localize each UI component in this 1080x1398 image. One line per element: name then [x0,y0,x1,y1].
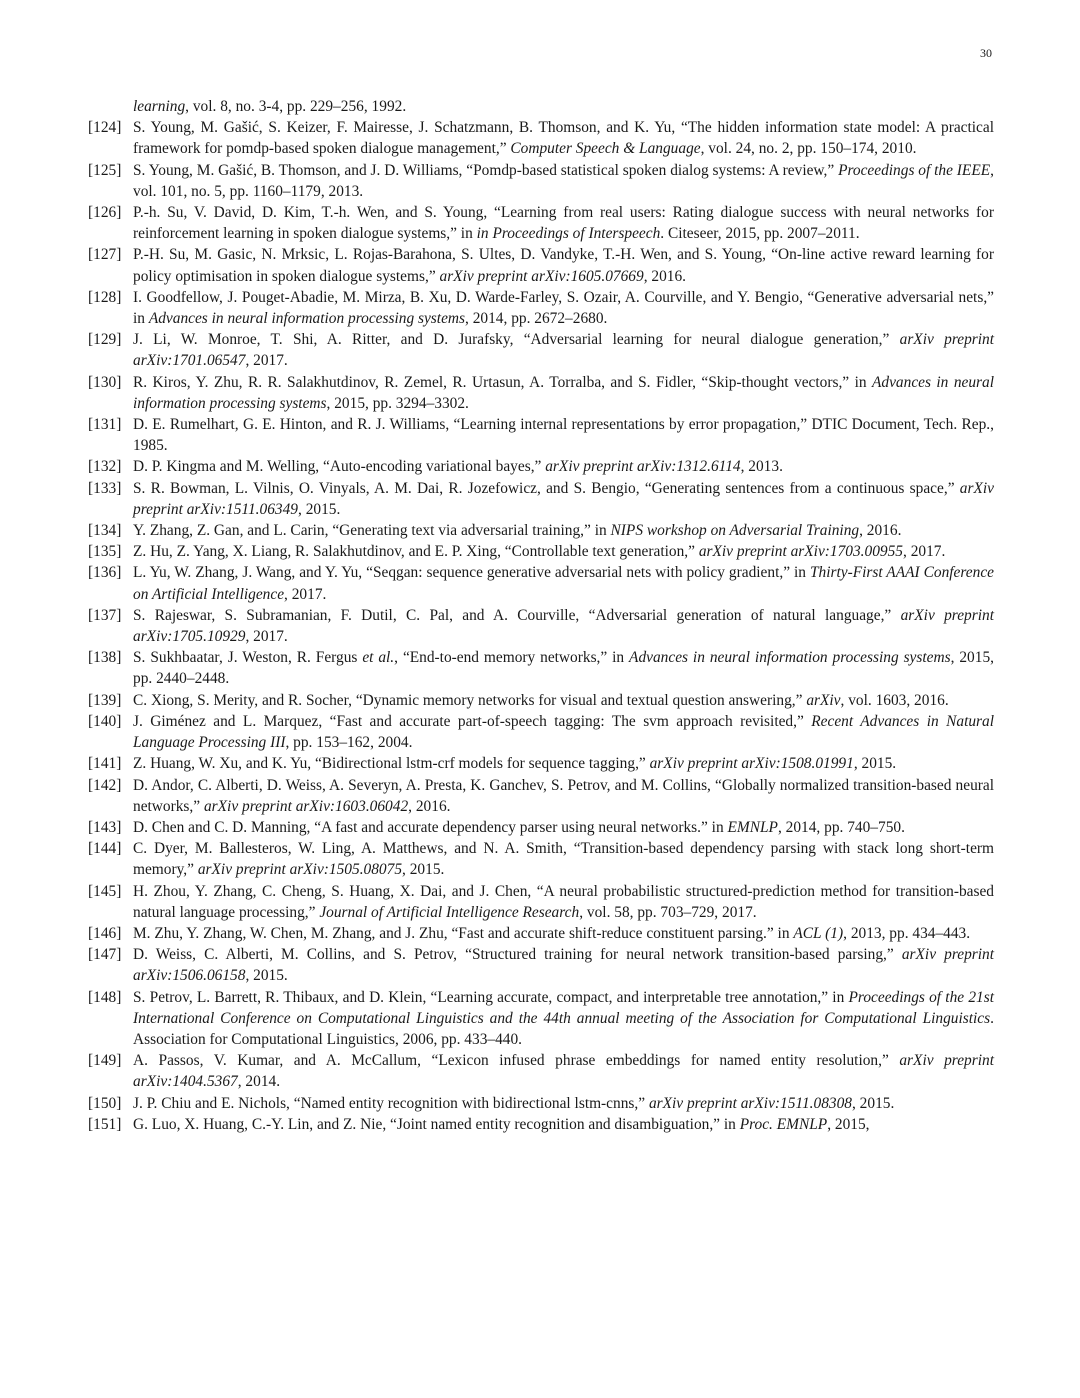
reference-entry [88,117,994,159]
reference-number: [144] [88,840,122,858]
reference-segment: S. Young, M. Gašić, S. Keizer, F. Mairesse, J. Schatzmann, B. Thomson, and K. Yu, “The hidden information state model: A practical framework for pomdp-based spoken dialogue management,” [133,119,994,158]
reference-segment: , 2015. [851,1094,895,1112]
reference-segment: Z. Huang, W. Xu, and K. Yu, “Bidirectional lstm-crf models for sequence tagging,” [133,755,650,773]
reference-segment: , 2015. [245,967,288,985]
reference-segment: , 2016. [408,797,451,815]
reference-text [133,944,994,986]
reference-segment: A. Passos, V. Kumar, and A. McCallum, “Lexicon infused phrase embeddings for named entity resolution,” [133,1052,900,1070]
reference-entry [88,1114,994,1135]
reference-segment: J. P. Chiu and E. Nichols, “Named entity recognition with bidirectional lstm-cnns,” [133,1094,649,1112]
reference-text [133,690,994,711]
reference-segment: , vol. 101, no. 5, pp. 1160–1179, 2013. [133,161,994,200]
reference-number: [130] [88,373,122,391]
reference-entry [88,775,994,817]
reference-venue: Proceedings of the IEEE [838,161,991,179]
reference-entry [88,160,994,202]
reference-entry [88,753,994,774]
reference-text [133,562,994,604]
reference-entry [88,456,994,477]
reference-segment: J. Giménez and L. Marquez, “Fast and accurate part-of-speech tagging: The svm approach revisited,” [133,712,812,730]
reference-entry [88,944,994,986]
reference-number: [149] [88,1052,122,1070]
reference-segment: C. Xiong, S. Merity, and R. Socher, “Dynamic memory networks for visual and textual question answering,” [133,691,807,709]
reference-text [133,414,994,456]
reference-number: [138] [88,649,122,667]
reference-entry [88,478,994,520]
reference-text [133,372,994,414]
reference-segment: S. Young, M. Gašić, B. Thomson, and J. D. Williams, “Pomdp-based statistical spoken dialog systems: A review,” [133,161,839,179]
reference-segment: , 2015. [853,755,897,773]
reference-venue: arXiv preprint arXiv:1506.06158 [133,946,995,985]
reference-segment: S. Petrov, L. Barrett, R. Thibaux, and D. Klein, “Learning accurate, compact, and interpretable tree annotation,” in [133,988,849,1006]
reference-venue: arXiv preprint arXiv:1404.5367 [133,1052,994,1091]
reference-venue: arXiv preprint arXiv:1605.07669 [439,267,644,285]
reference-segment: . Association for Computational Linguistics, 2006, pp. 433–440. [133,1009,994,1048]
reference-entry [88,520,994,541]
reference-text [133,987,994,1051]
reference-number: [141] [88,755,122,773]
reference-segment: D. P. Kingma and M. Welling, “Auto-encoding variational bayes,” [133,458,546,476]
reference-venue: learning [133,98,186,115]
reference-number: [136] [88,564,122,582]
reference-number: [137] [88,606,122,624]
reference-number: [143] [88,818,122,836]
reference-segment: C. Dyer, M. Ballesteros, W. Ling, A. Matthews, and N. A. Smith, “Transition-based dependency parsing with stack long short-term memory,” [133,840,994,879]
reference-number: [142] [88,776,122,794]
reference-venue: arXiv preprint arXiv:1511.08308 [648,1094,852,1112]
reference-text [133,1050,994,1092]
reference-segment: S. Rajeswar, S. Subramanian, F. Dutil, C. Pal, and A. Courville, “Adversarial generation of natural language,” [133,606,901,624]
reference-venue: NIPS workshop on Adversarial Training [610,522,860,540]
reference-number: [139] [88,691,122,709]
reference-entry [88,562,994,604]
reference-segment: Z. Hu, Z. Yang, X. Liang, R. Salakhutdinov, and E. P. Xing, “Controllable text generation,” [133,543,699,561]
reference-segment: , 2017. [245,628,288,646]
reference-entry [88,1093,994,1114]
reference-entry [88,372,994,414]
reference-segment: , 2014, pp. 2672–2680. [465,310,608,328]
reference-venue: arXiv preprint arXiv:1603.06042 [203,797,409,815]
reference-segment: J. Li, W. Monroe, T. Shi, A. Ritter, and D. Jurafsky, “Adversarial learning for neural dialogue generation,” [133,331,900,349]
reference-segment: , 2015, [827,1115,870,1133]
reference-segment: S. Sukhbaatar, J. Weston, R. Fergus [133,649,363,667]
reference-segment: , 2017. [903,543,946,561]
reference-entry [88,647,994,689]
reference-entry [88,287,994,329]
reference-text [133,541,994,562]
reference-text [133,838,994,880]
reference-entry [88,329,994,371]
reference-segment: , 2015. [402,861,445,879]
reference-entry [88,202,994,244]
reference-venue: arXiv preprint arXiv:1705.10929 [133,606,994,646]
reference-segment: , 2013. [740,458,783,476]
reference-entry [88,817,994,838]
reference-entry [88,96,994,117]
reference-segment: D. Chen and C. D. Manning, “A fast and accurate dependency parser using neural networks.” in [133,818,728,836]
reference-segment: , vol. 58, pp. 703–729, 2017. [579,903,757,921]
reference-venue: Proc. EMNLP [739,1115,828,1133]
reference-entry [88,605,994,647]
reference-text [133,244,994,286]
reference-entry [88,987,994,1051]
reference-entry [88,711,994,753]
reference-text [133,775,994,817]
reference-entry [88,244,994,286]
reference-segment: , 2013, pp. 434–443. [843,924,971,942]
reference-segment: , 2017. [245,352,288,370]
reference-venue: arXiv preprint arXiv:1511.06349 [133,479,994,518]
reference-entry [88,1050,994,1092]
reference-number: [140] [88,712,122,730]
reference-segment: R. Kiros, Y. Zhu, R. R. Salakhutdinov, R. Zemel, R. Urtasun, A. Torralba, and S. Fidler, “Skip-thought vectors,” in [133,373,872,391]
reference-venue: Advances in neural information processing systems [133,373,994,412]
reference-number: [129] [88,331,122,349]
reference-number: [145] [88,882,122,900]
reference-venue: Journal of Artificial Intelligence Research [319,903,580,921]
reference-venue: Computer Speech & Language [510,140,701,158]
reference-segment: D. Weiss, C. Alberti, M. Collins, and S. Petrov, “Structured training for neural network transition-based parsing,” [133,946,902,964]
reference-segment: L. Yu, W. Zhang, J. Wang, and Y. Yu, “Seqgan: sequence generative adversarial nets with policy gradient,” in [133,564,810,582]
reference-segment: , 2016. [859,522,902,540]
reference-entry [88,881,994,923]
reference-segment: P.-H. Su, M. Gasic, N. Mrksic, L. Rojas-Barahona, S. Ultes, D. Vandyke, T.-H. Wen, and S. Young, “On-line active reward learning for policy optimisation in spoken dialogue systems,” [133,246,994,285]
reference-segment: D. Andor, C. Alberti, D. Weiss, A. Severyn, A. Presta, K. Ganchev, S. Petrov, and M. Collins, “Globally normalized transition-based neural networks,” [133,776,994,815]
reference-number: [150] [88,1094,122,1112]
reference-text [133,287,994,329]
reference-list [88,96,994,1135]
reference-venue: Thirty-First AAAI Conference on Artificial Intelligence [133,564,994,603]
reference-number: [126] [88,204,122,222]
reference-text [133,605,994,647]
reference-text [133,881,994,923]
reference-segment: Y. Zhang, Z. Gan, and L. Carin, “Generating text via adversarial training,” in [133,522,611,540]
reference-venue: arXiv preprint arXiv:1703.00955 [698,543,904,561]
reference-venue: Proceedings of the 21st International Conference on Computational Linguistics and the 44th annual meeting of the Association for Computational Linguistics [133,988,994,1027]
reference-entry [88,414,994,456]
reference-venue: arXiv preprint arXiv:1508.01991 [649,755,854,773]
reference-number: [151] [88,1115,122,1133]
reference-number: [147] [88,946,122,964]
reference-venue: ACL (1) [793,924,844,942]
reference-number: [132] [88,458,122,476]
reference-number: [148] [88,988,122,1006]
reference-segment: , 2014, pp. 740–750. [777,818,905,836]
reference-venue: Advances in neural information processing systems [148,310,466,328]
reference-venue: arXiv [806,691,841,709]
reference-segment: P.-h. Su, V. David, D. Kim, T.-h. Wen, and S. Young, “Learning from real users: Rating dialogue success with neural networks for reinforcement learning in spoken dialogue systems,” in [133,204,994,243]
reference-text [133,456,994,477]
page-number: 30 [980,46,992,60]
reference-segment: , pp. 153–162, 2004. [285,734,413,752]
reference-text [133,520,994,541]
reference-text [133,1114,994,1135]
reference-segment: , 2015, pp. 2440–2448. [133,649,994,688]
reference-text [133,817,994,838]
reference-segment: , vol. 1603, 2016. [840,691,949,709]
reference-number: [133] [88,479,122,497]
reference-number: [134] [88,522,122,540]
reference-segment: H. Zhou, Y. Zhang, C. Cheng, S. Huang, X. Dai, and J. Chen, “A neural probabilistic structured-prediction method for transition-based natural language processing,” [133,882,994,921]
reference-text [133,202,994,244]
reference-number: [127] [88,246,122,264]
reference-segment: I. Goodfellow, J. Pouget-Abadie, M. Mirza, B. Xu, D. Warde-Farley, S. Ozair, A. Courville, and Y. Bengio, “Generative adversarial nets,” in [133,288,994,328]
reference-segment: , 2015, pp. 3294–3302. [326,394,469,412]
reference-venue: arXiv preprint arXiv:1312.6114 [545,458,741,476]
reference-entry [88,690,994,711]
reference-text [133,923,994,944]
reference-venue: in Proceedings of Interspeech [476,225,661,243]
reference-segment: , 2017. [284,585,327,603]
reference-segment: S. R. Bowman, L. Vilnis, O. Vinyals, A. M. Dai, R. Jozefowicz, and S. Bengio, “Generating sentences from a continuous space,” [133,479,960,497]
reference-segment: . Citeseer, 2015, pp. 2007–2011. [660,225,860,243]
reference-number: [128] [88,288,122,306]
reference-segment: G. Luo, X. Huang, C.-Y. Lin, and Z. Nie, “Joint named entity recognition and disambiguation,” in [133,1115,740,1133]
reference-entry [88,838,994,880]
reference-text [133,478,994,520]
reference-venue: Recent Advances in Natural Language Processing III [133,712,994,752]
reference-text [133,160,994,202]
reference-text [133,329,994,371]
reference-venue: arXiv preprint arXiv:1505.08075 [197,861,403,879]
reference-text [133,1093,994,1114]
reference-text [133,117,994,159]
reference-text [133,96,994,117]
reference-segment: , vol. 8, no. 3-4, pp. 229–256, 1992. [185,98,407,115]
reference-number: [131] [88,416,122,434]
reference-segment: , “End-to-end memory networks,” in [394,649,630,667]
reference-segment: D. E. Rumelhart, G. E. Hinton, and R. J. Williams, “Learning internal representations by error propagation,” DTIC Document, Tech. Rep., 1985. [133,416,994,455]
reference-text [133,647,994,689]
reference-text [133,753,994,774]
reference-number: [146] [88,924,122,942]
reference-segment: , 2016. [643,267,687,285]
reference-segment: , 2015. [298,500,341,518]
reference-venue: EMNLP [727,818,778,836]
reference-number: [124] [88,119,122,137]
reference-venue: et al. [362,649,395,667]
reference-segment: , 2014. [237,1073,281,1091]
reference-text [133,711,994,753]
reference-entry [88,541,994,562]
reference-number: [125] [88,161,122,179]
reference-segment: M. Zhu, Y. Zhang, W. Chen, M. Zhang, and J. Zhu, “Fast and accurate shift-reduce constituent parsing.” in [133,924,794,942]
reference-entry [88,923,994,944]
reference-number [88,96,133,117]
reference-venue: arXiv preprint arXiv:1701.06547 [133,331,994,370]
reference-segment: , vol. 24, no. 2, pp. 150–174, 2010. [700,140,917,158]
reference-venue: Advances in neural information processing systems [629,649,951,667]
reference-number: [135] [88,543,122,561]
